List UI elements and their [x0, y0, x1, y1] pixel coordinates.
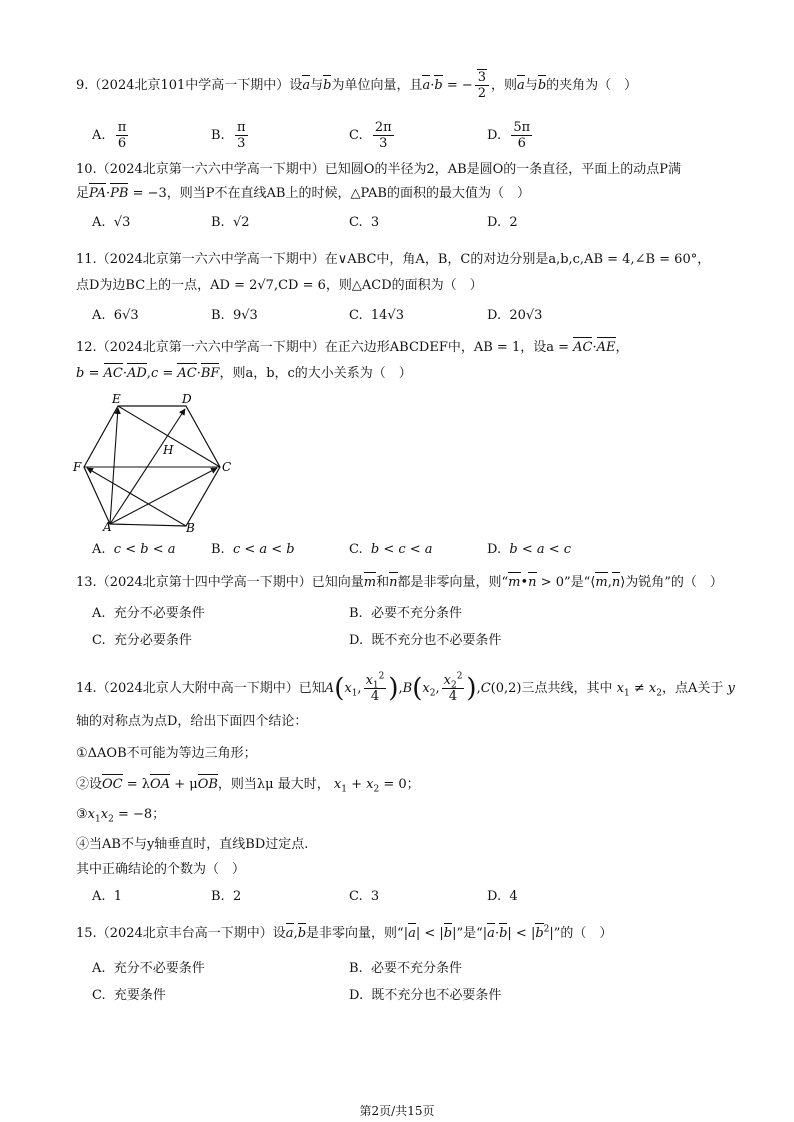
q15-option-d[interactable]: D. 既不充分也不必要条件	[349, 988, 502, 1003]
q10-option-b[interactable]: B. √2	[211, 215, 250, 230]
q14-option-a[interactable]: A. 1	[92, 889, 123, 904]
hexagon-figure	[70, 390, 240, 535]
q10-option-c[interactable]: C. 3	[349, 215, 380, 230]
q10-option-d[interactable]: D. 2	[487, 215, 518, 230]
q15-option-b[interactable]: B. 必要不充分条件	[349, 961, 462, 976]
q12-stem-line1: 12.（2024北京第一六六中学高一下期中）在正六边形ABCDEF中，AB = 1，设a = AC·AE，	[76, 338, 629, 358]
q15-stem: 15.（2024北京丰台高一下期中）设a,b是非零向量，则“|a| < |b|”是“$|a\cdot b| < |b^2|$”的（ ）	[76, 924, 612, 944]
q11-option-c[interactable]: C. 14√3	[349, 308, 404, 323]
q14-conclusion-2: ②设OC = λOA + μOB，则当λμ 最大时， $x_1 + x_2 = 0$；	[76, 777, 420, 795]
q13-option-a[interactable]: A. 充分不必要条件	[92, 606, 205, 621]
q12-option-a[interactable]: A. c < b < a	[92, 542, 176, 557]
q14-stem-line2: 轴的对称点为点D，给出下面四个结论：	[76, 714, 308, 729]
q14-conclusion-4: ④当AB不与y轴垂直时，直线BD过定点.	[76, 837, 309, 852]
label-f: F	[73, 460, 82, 474]
page-footer: 第2页/共15页	[359, 1104, 435, 1118]
q14-conclusion-3: $③x_1x_2 = -8$；	[76, 807, 166, 825]
q13-option-c[interactable]: C. 充分必要条件	[92, 633, 192, 648]
q9-option-a[interactable]: A. $\frac{\pi}{6}$	[92, 120, 127, 151]
q9-option-b[interactable]: B. $\frac{\pi}{3}$	[211, 120, 246, 151]
q14-stem-line1: 14.（2024北京人大附中高一下期中）已知$A(x_1$, $\frac{x_1^2}{4}$ )$,B(x_2$, $\frac{x_2^2}{4}$ ),C(0,2)三点共线，其中 $x_1 \ne x_2$，点A关于 y	[76, 671, 735, 704]
q15-option-a[interactable]: A. 充分不必要条件	[92, 961, 205, 976]
q11-stem-line2: 点D为边BC上的一点，AD = 2√7,CD = 6，则△ACD的面积为（ ）	[76, 278, 483, 293]
q15-option-c[interactable]: C. 充要条件	[92, 988, 166, 1003]
q14-option-d[interactable]: D. 4	[487, 889, 518, 904]
q14-conclusion-1: ①ΔAOB不可能为等边三角形；	[76, 746, 257, 761]
q14-option-c[interactable]: C. 3	[349, 889, 380, 904]
q14-option-b[interactable]: B. 2	[211, 889, 242, 904]
q10-stem-line1: 10.（2024北京第一六六中学高一下期中）已知圆O的半径为2，AB是圆O的一条直径，平面上的动点P满	[76, 162, 682, 177]
label-c: C	[222, 460, 232, 474]
q9-option-d[interactable]: D. $\frac{5\pi}{6}$	[487, 120, 531, 151]
q10-stem-line2: 足PA·PB = −3，则当P不在直线AB上的时候，△PAB的面积的最大值为（ ）	[76, 184, 530, 204]
label-b: B	[186, 521, 195, 535]
label-h: H	[163, 443, 174, 457]
q9-option-c[interactable]: C. $\frac{2\pi}{3}$	[349, 120, 392, 151]
label-e: E	[112, 392, 121, 406]
q12-option-c[interactable]: C. b < c < a	[349, 542, 433, 557]
q11-option-b[interactable]: B. 9√3	[211, 308, 258, 323]
q10-option-a[interactable]: A. √3	[92, 215, 131, 230]
q13-stem: 13.（2024北京第十四中学高一下期中）已知向量m和n都是非零向量，则“m•n > 0”是“⟨m,n⟩为锐角”的（ ）	[76, 573, 723, 593]
q13-option-b[interactable]: B. 必要不充分条件	[349, 606, 462, 621]
q11-option-d[interactable]: D. 20√3	[487, 308, 543, 323]
q11-option-a[interactable]: A. 6√3	[92, 308, 139, 323]
q12-option-d[interactable]: D. b < a < c	[487, 542, 572, 557]
q9-stem: 9.（2024北京101中学高一下期中）设a与b为单位向量，且a·b = − $\frac{3}{2}$ ，则a与b的夹角为（ ）	[76, 70, 638, 101]
q14-ask: 其中正确结论的个数为（ ）	[76, 862, 246, 877]
label-a: A	[103, 520, 112, 534]
q13-option-d[interactable]: D. 既不充分也不必要条件	[349, 633, 502, 648]
q12-stem-line2: b = AC·AD,c = AC·BF，则a，b，c的大小关系为（ ）	[76, 364, 412, 384]
q12-option-b[interactable]: B. c < a < b	[211, 542, 295, 557]
q11-stem-line1: 11.（2024北京第一六六中学高一下期中）在∨ABC中，角A，B，C的对边分别是a,b,c,AB = 4,∠B = 60°，	[76, 252, 711, 267]
label-d: D	[182, 392, 192, 406]
